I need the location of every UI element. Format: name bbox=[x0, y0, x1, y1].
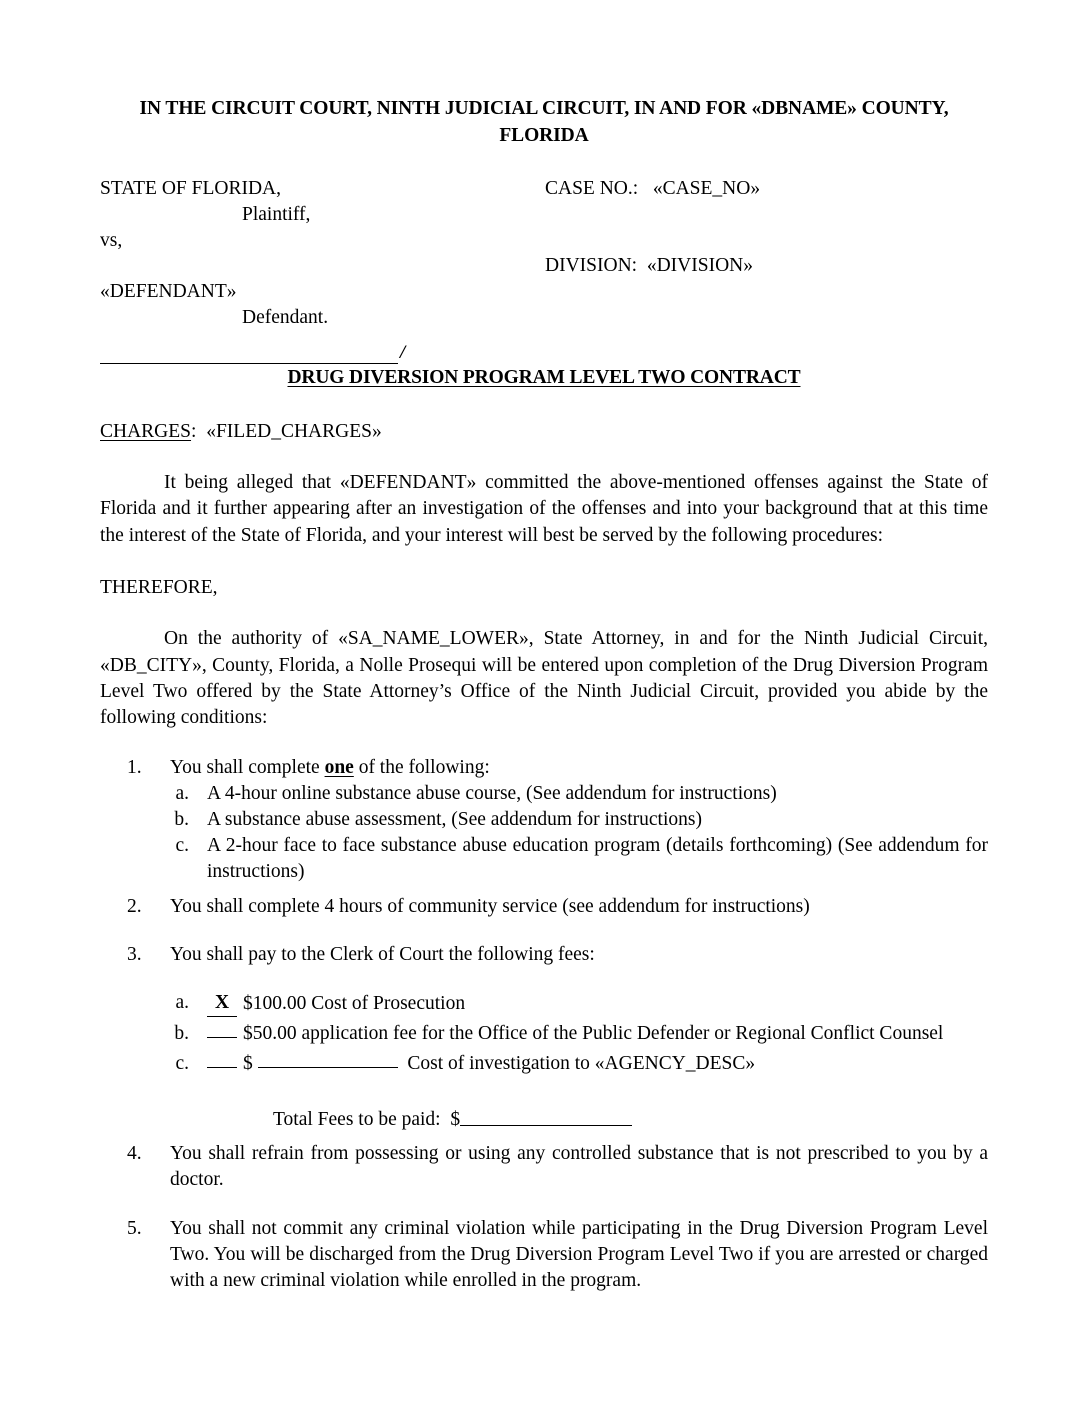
allegation-paragraph: It being alleged that «DEFENDANT» committed the above-mentioned offenses against the State of Florida and it further appearing after an investigation of the offenses and into your background that at this time the interest of the State of Florida, and your interest will best be served by the following procedures: bbox=[100, 472, 988, 546]
caption-spacer bbox=[100, 254, 540, 279]
total-fees-label: Total Fees to be paid: bbox=[273, 1109, 441, 1131]
defendant-label: Defendant. bbox=[242, 306, 329, 328]
case-caption bbox=[100, 176, 988, 364]
document-content bbox=[100, 96, 988, 1316]
condition-emphasis-one: one bbox=[324, 756, 354, 778]
fee-checkbox-3a[interactable]: X bbox=[207, 990, 237, 1017]
document-title: DRUG DIVERSION PROGRAM LEVEL TWO CONTRACT bbox=[287, 366, 801, 388]
fee-text-3b: $50.00 application fee for the Office of the Public Defender or Regional Conflict Counsel bbox=[243, 1022, 944, 1044]
condition-1-subitems bbox=[170, 781, 988, 886]
sub-text-1b: A substance abuse assessment, (See addendum for instructions) bbox=[207, 809, 702, 831]
caption-rule-line bbox=[100, 363, 398, 364]
caption-parties bbox=[100, 176, 540, 367]
condition-item-5 bbox=[100, 1216, 988, 1294]
fee-text-3c: Cost of investigation to «AGENCY_DESC» bbox=[407, 1053, 756, 1075]
condition-item-1 bbox=[100, 755, 988, 886]
case-number-label: CASE NO.: bbox=[545, 177, 639, 199]
fee-dollar-sign-3c: $ bbox=[243, 1053, 253, 1075]
condition-text-3: You shall pay to the Clerk of Court the following fees: bbox=[170, 943, 595, 965]
plaintiff-label: Plaintiff, bbox=[242, 203, 311, 225]
sub-marker-1b: b. bbox=[174, 809, 189, 831]
sub-marker-1c: c. bbox=[175, 835, 189, 857]
fee-item-3b bbox=[170, 1021, 988, 1047]
sub-item-1a bbox=[170, 781, 988, 807]
condition-marker-4: 4. bbox=[127, 1143, 142, 1165]
condition-text-1 bbox=[170, 757, 490, 778]
condition-item-3 bbox=[100, 942, 988, 1134]
court-header-line-2: FLORIDA bbox=[499, 124, 589, 146]
fee-list-spacer bbox=[170, 968, 988, 990]
division-label: DIVISION: bbox=[545, 254, 638, 276]
sub-item-1b bbox=[170, 807, 988, 833]
division-row bbox=[545, 253, 985, 279]
defendant-party: «DEFENDANT» bbox=[100, 280, 237, 302]
charges-value: «FILED_CHARGES» bbox=[206, 420, 382, 442]
condition-text-4: You shall refrain from possessing or using any controlled substance that is not prescribed to you by a doctor. bbox=[170, 1143, 988, 1191]
condition-text-5: You shall not commit any criminal violation while participating in the Drug Diversion Program Level Two. You will be discharged from the Drug Diversion Program Level Two if you are arrested or charged with a new criminal violation while enrolled in the program. bbox=[170, 1217, 988, 1291]
condition-marker-5: 5. bbox=[127, 1217, 142, 1239]
condition-marker-3: 3. bbox=[127, 943, 142, 965]
charges-line bbox=[100, 419, 988, 445]
vs-label: vs, bbox=[100, 229, 123, 251]
court-header-line-1: IN THE CIRCUIT COURT, NINTH JUDICIAL CIRCUIT, IN AND FOR «DBNAME» COUNTY, bbox=[139, 98, 949, 119]
plaintiff-party: STATE OF FLORIDA, bbox=[100, 177, 281, 199]
total-fees-dollar-sign: $ bbox=[450, 1109, 461, 1131]
therefore-label: THEREFORE, bbox=[100, 576, 218, 598]
fee-marker-3b: b. bbox=[174, 1022, 189, 1044]
caption-rule-slash: / bbox=[400, 342, 406, 364]
caption-case-info bbox=[545, 176, 985, 278]
division-value: «DIVISION» bbox=[646, 254, 753, 276]
conditions-list bbox=[100, 755, 988, 1294]
fee-marker-3a: a. bbox=[175, 991, 189, 1013]
charges-colon: : bbox=[191, 420, 197, 442]
sub-item-1c bbox=[170, 833, 988, 885]
case-number-value: «CASE_NO» bbox=[652, 177, 761, 199]
case-number-row bbox=[545, 176, 985, 202]
fee-checkbox-3c[interactable] bbox=[207, 1067, 237, 1068]
sub-marker-1a: a. bbox=[175, 783, 189, 805]
condition-text-1-pre: You shall complete bbox=[170, 756, 325, 778]
fee-item-3a bbox=[170, 990, 988, 1017]
case-info-spacer bbox=[545, 202, 985, 253]
condition-marker-1: 1. bbox=[127, 756, 142, 778]
charges-label: CHARGES bbox=[100, 420, 192, 442]
sub-text-1c: A 2-hour face to face substance abuse education program (details forthcoming) (See addendum for instructions) bbox=[207, 835, 988, 883]
fee-list bbox=[170, 990, 988, 1077]
fee-marker-3c: c. bbox=[175, 1053, 189, 1075]
condition-item-2 bbox=[100, 894, 988, 920]
total-fees-line bbox=[170, 1107, 988, 1133]
condition-text-1-post: of the following: bbox=[353, 756, 490, 778]
court-header bbox=[100, 96, 988, 150]
fee-checkbox-3b[interactable] bbox=[207, 1037, 237, 1038]
condition-item-4 bbox=[100, 1141, 988, 1193]
sub-text-1a: A 4-hour online substance abuse course, (See addendum for instructions) bbox=[207, 783, 777, 805]
fee-item-3c bbox=[170, 1051, 988, 1077]
fee-amount-field-3c[interactable] bbox=[258, 1067, 398, 1068]
total-fees-field[interactable] bbox=[460, 1125, 632, 1126]
condition-text-2: You shall complete 4 hours of community service (see addendum for instructions) bbox=[170, 895, 810, 917]
condition-marker-2: 2. bbox=[127, 895, 142, 917]
caption-rule bbox=[100, 344, 540, 366]
authority-paragraph: On the authority of «SA_NAME_LOWER», State Attorney, in and for the Ninth Judicial Circuit, «DB_CITY», County, Florida, a Nolle Prosequi will be entered upon completion of the Drug Diversion Program Level Two offered by the State Attorney’s Office of the Ninth Judicial Circuit, provided you abide by the following conditions: bbox=[100, 628, 988, 728]
fee-text-3a: $100.00 Cost of Prosecution bbox=[243, 992, 466, 1014]
